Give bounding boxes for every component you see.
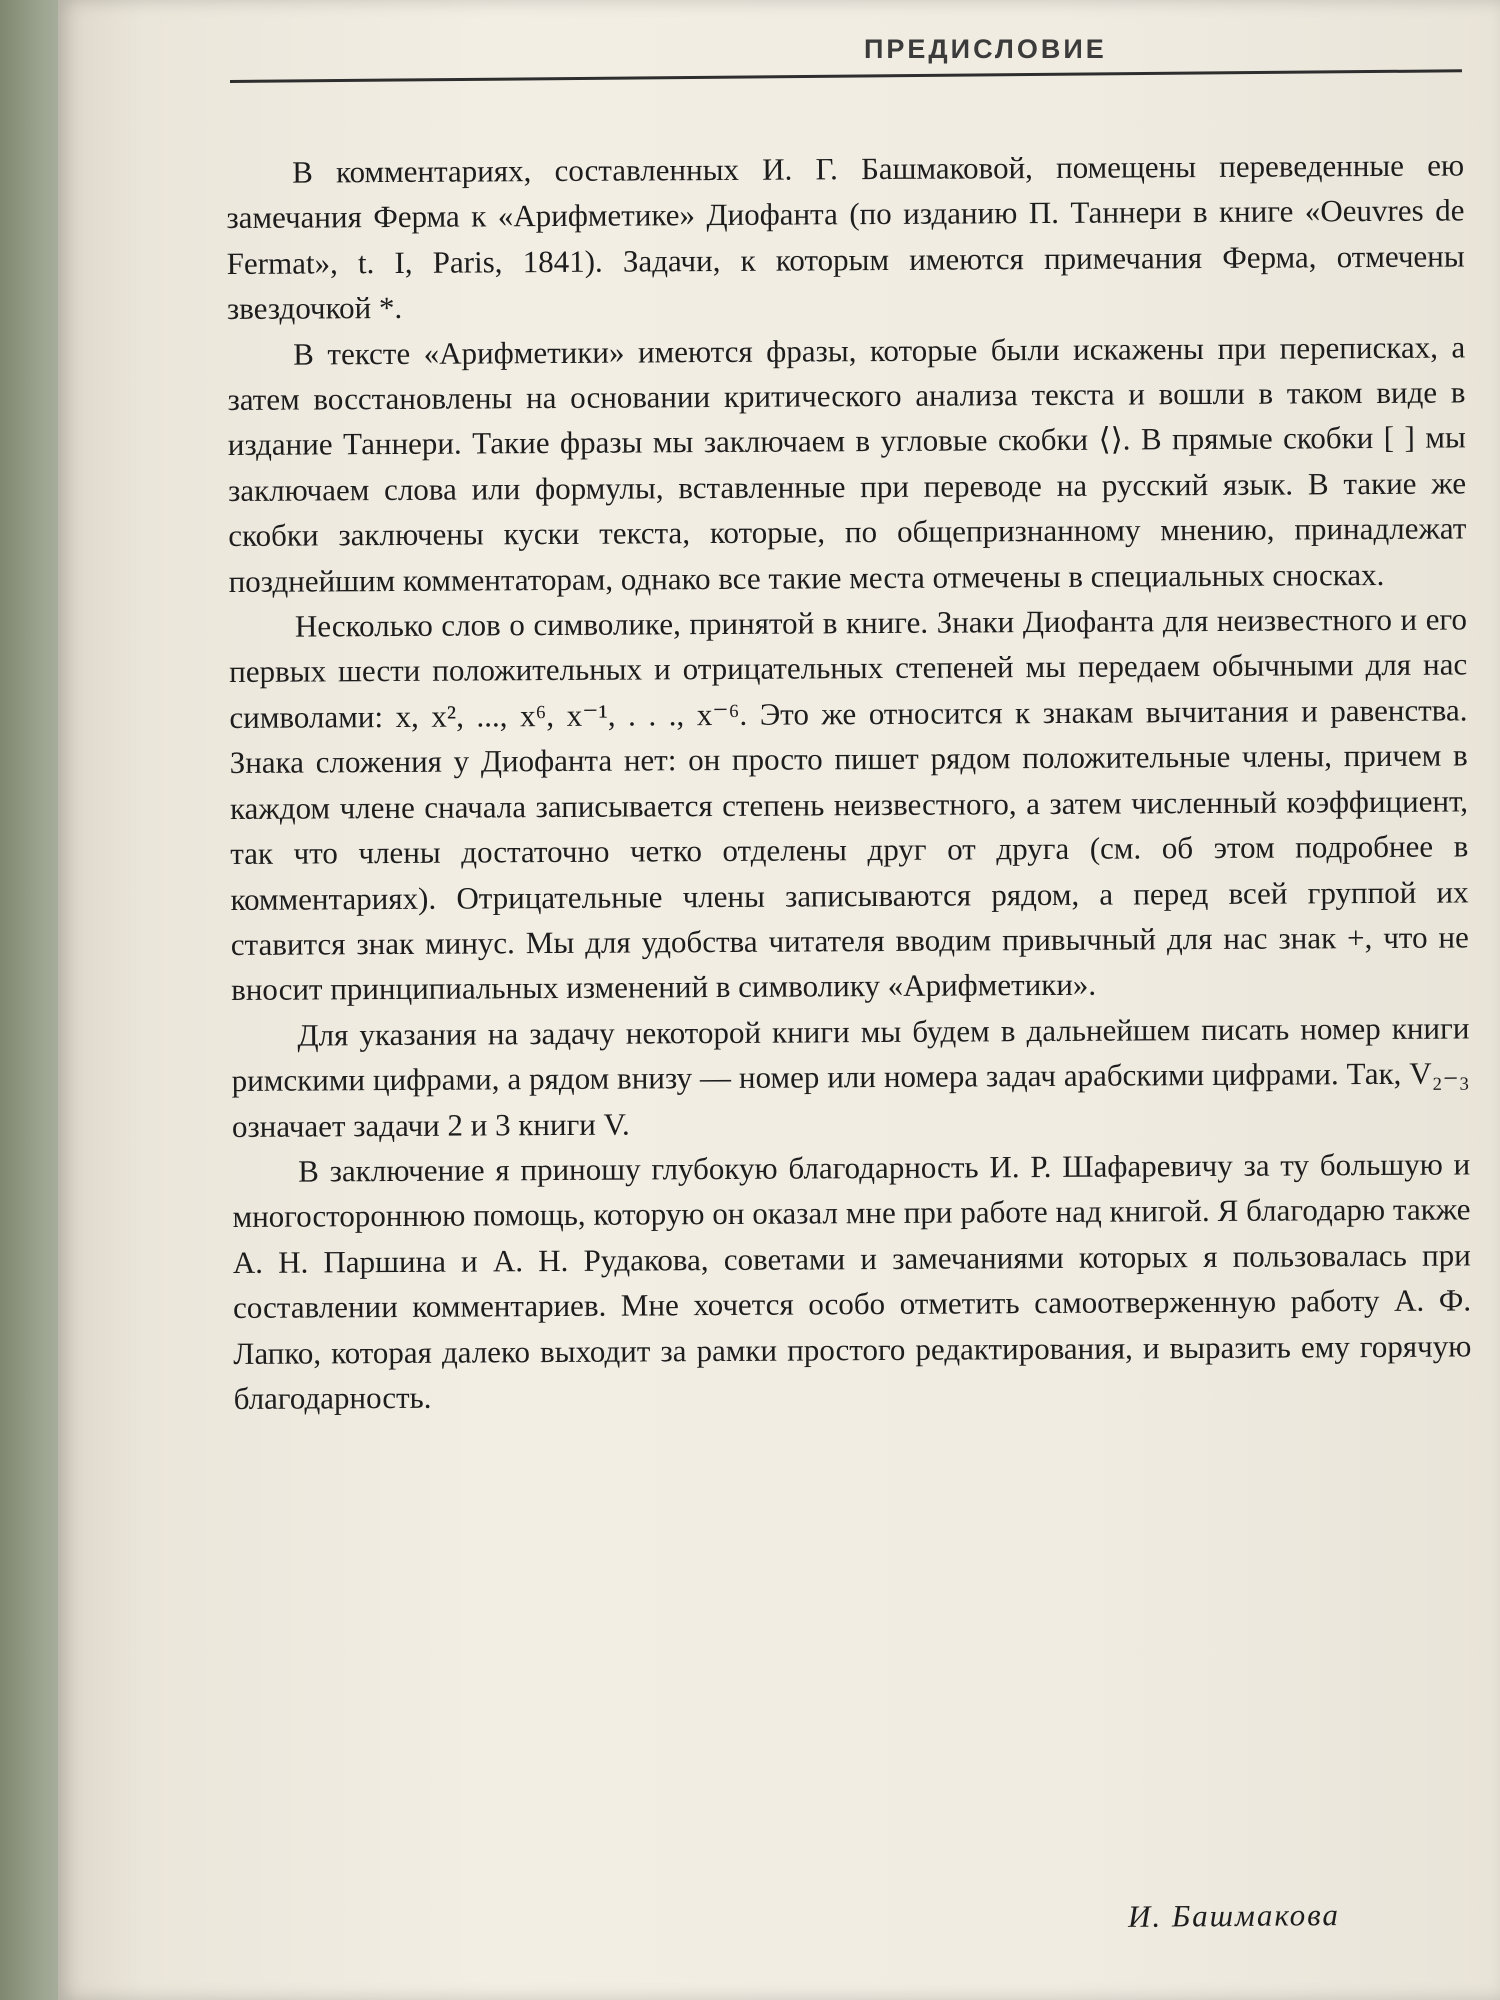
paragraph-problem-notation: Для указания на задачу некоторой книги мы будем в дальнейшем писать номер книги римскими цифрами, а рядом внизу — номер или номера задач арабскими цифрами. Так, V₂₋₃ означает задачи 2 и 3 книги V.	[231, 1010, 1470, 1144]
preface-body	[226, 142, 1472, 1421]
paragraph-acknowledgements: В заключение я приношу глубокую благодарность И. Р. Шафаревичу за ту большую и многостороннюю помощь, которую он оказал мне при работе над книгой. Я благодарю также А. Н. Паршина и А. Н. Рудакова, советами и замечаниями которых я пользовалась при составлении комментариев. Мне хочется особо отметить самоотверженную работу А. Ф. Лапко, которая далеко выходит за рамки простого редактирования, и выразить ему горячую благодарность.	[232, 1146, 1472, 1416]
author-signature: И. Башмакова	[1127, 1897, 1341, 1934]
paragraph-commentary: В комментариях, составленных И. Г. Башмаковой, помещены переведенные ею замечания Ферма к «Арифметике» Диофанта (по изданию П. Таннери в книге «Oeuvres de Fermat», t. I, Paris, 1841). Задачи, к которым имеются примечания Ферма, отмечены звездочкой *.	[226, 147, 1465, 327]
page-header	[58, 28, 1500, 98]
paragraph-brackets: В тексте «Арифметики» имеются фразы, которые были искажены при переписках, а затем восстановлены на основании критического анализа текста и вошли в таком виде в издание Таннери. Такие фразы мы заключаем в угловые скобки ⟨⟩. В прямые скобки [ ] мы заключаем слова или формулы, вставленные при переводе на русский язык. В такие же скобки заключены куски текста, которые, по общепризнанному мнению, принадлежат позднейшим комментаторам, однако все такие места отмечены в специальных сносках.	[227, 329, 1467, 599]
paragraph-symbolism: Несколько слов о символике, принятой в книге. Знаки Диофанта для неизвестного и его первых шести положительных и отрицательных степеней мы передаем обычными для нас символами: x, x², ..., x⁶, x⁻¹, . . ., x⁻⁶. Это же относится к знакам вычитания и равенства. Знака сложения у Диофанта нет: он просто пишет рядом положительные члены, причем в каждом члене сначала записывается степень неизвестного, а затем численный коэффициент, так что члены достаточно четко отделены друг от друга (см. об этом подробнее в комментариях). Отрицательные члены записываются рядом, а перед всей группой их ставится знак минус. Мы для удобства читателя вводим привычный для нас знак +, что не вносит принципиальных изменений в символику «Арифметики».	[229, 601, 1469, 1008]
header-rule	[230, 69, 1462, 83]
book-page	[58, 0, 1500, 2000]
running-head: ПРЕДИСЛОВИЕ	[864, 34, 1107, 64]
book-spine-edge	[0, 0, 58, 2000]
